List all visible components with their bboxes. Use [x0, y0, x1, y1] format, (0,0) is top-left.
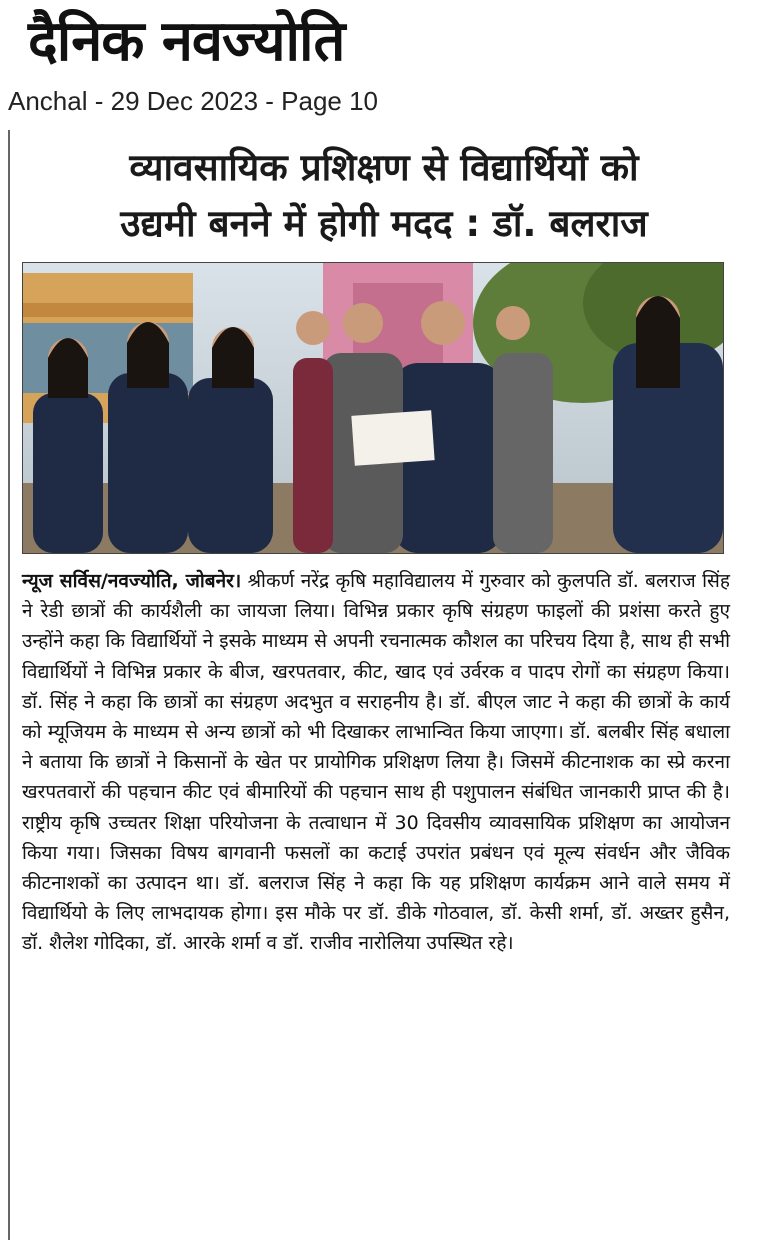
group-photo-icon: [23, 263, 723, 553]
headline-line-2: उद्यमी बनने में होगी मदद : डॉ. बलराज: [120, 202, 648, 245]
headline-line-1: व्यावसायिक प्रशिक्षण से विद्यार्थियों को: [129, 146, 639, 189]
article-text: श्रीकर्ण नरेंद्र कृषि महाविद्यालय में गुरुवार को कुलपति डॉ. बलराज सिंह ने रेडी छात्रों की कार्यशैली का जायजा लिया। विभिन्न प्रकार कृषि संग्रहण फाइलों की प्रशंसा करते हुए उन्होंने कहा कि विद्यार्थियों ने इसके माध्यम से अपनी रचनात्मक कौशल का परिचय दिया है, साथ ही सभी विद्यार्थियों ने विभिन्न प्रकार के बीज, खरपतवार, कीट, खाद एवं उर्वरक व पादप रोगों का संग्रहण किया। डॉ. सिंह ने कहा कि छात्रों का संग्रहण अदभुत व सराहनीय है। डॉ. बीएल जाट ने कहा की छात्रों के कार्य को म्यूजियम के माध्यम से अन्य छात्रों को भी दिखाकर लाभान्वित किया जाएगा। डॉ. बलबीर सिंह बधाला ने बताया कि छात्रों ने किसानों के खेत पर प्रायोगिक प्रशिक्षण लिया है। जिसमें कीटनाशक का स्प्रे करना खरपतवारों की पहचान कीट एवं बीमारियों की पहचान साथ ही पशुपालन संबंधित जानकारी प्राप्त की है। राष्ट्रीय कृषि उच्चतर शिक्षा परियोजना के तत्वाधान में 30 दिवसीय व्यावसायिक प्रशिक्षण का आयोजन किया गया। जिसका विषय बागवानी फसलों का कटाई उपरांत प्रबंधन एवं मूल्य संवर्धन और जैविक कीटनाशकों का उत्पादन था। डॉ. बलराज सिंह ने कहा कि यह प्रशिक्षण कार्यक्रम आने वाले समय में विद्यार्थियो के लिए लाभदायक होगा। इस मौके पर डॉ. डीके गोठवाल, डॉ. केसी शर्मा, डॉ. अख्तर हुसैन, डॉ. शैलेश गोदिका, डॉ. आरके शर्मा व डॉ. राजीव नारोलिया उपस्थित रहे।: [22, 570, 730, 955]
article-headline: [20, 140, 748, 252]
column-rule: [8, 130, 10, 1240]
article-body: [22, 566, 730, 959]
article-dateline: न्यूज सर्विस/नवज्योति, जोबनेर।: [22, 570, 242, 592]
newspaper-masthead: दैनिक नवज्योति: [28, 9, 345, 74]
edition-date-page: Anchal - 29 Dec 2023 - Page 10: [8, 86, 379, 116]
news-photo: [22, 262, 724, 554]
